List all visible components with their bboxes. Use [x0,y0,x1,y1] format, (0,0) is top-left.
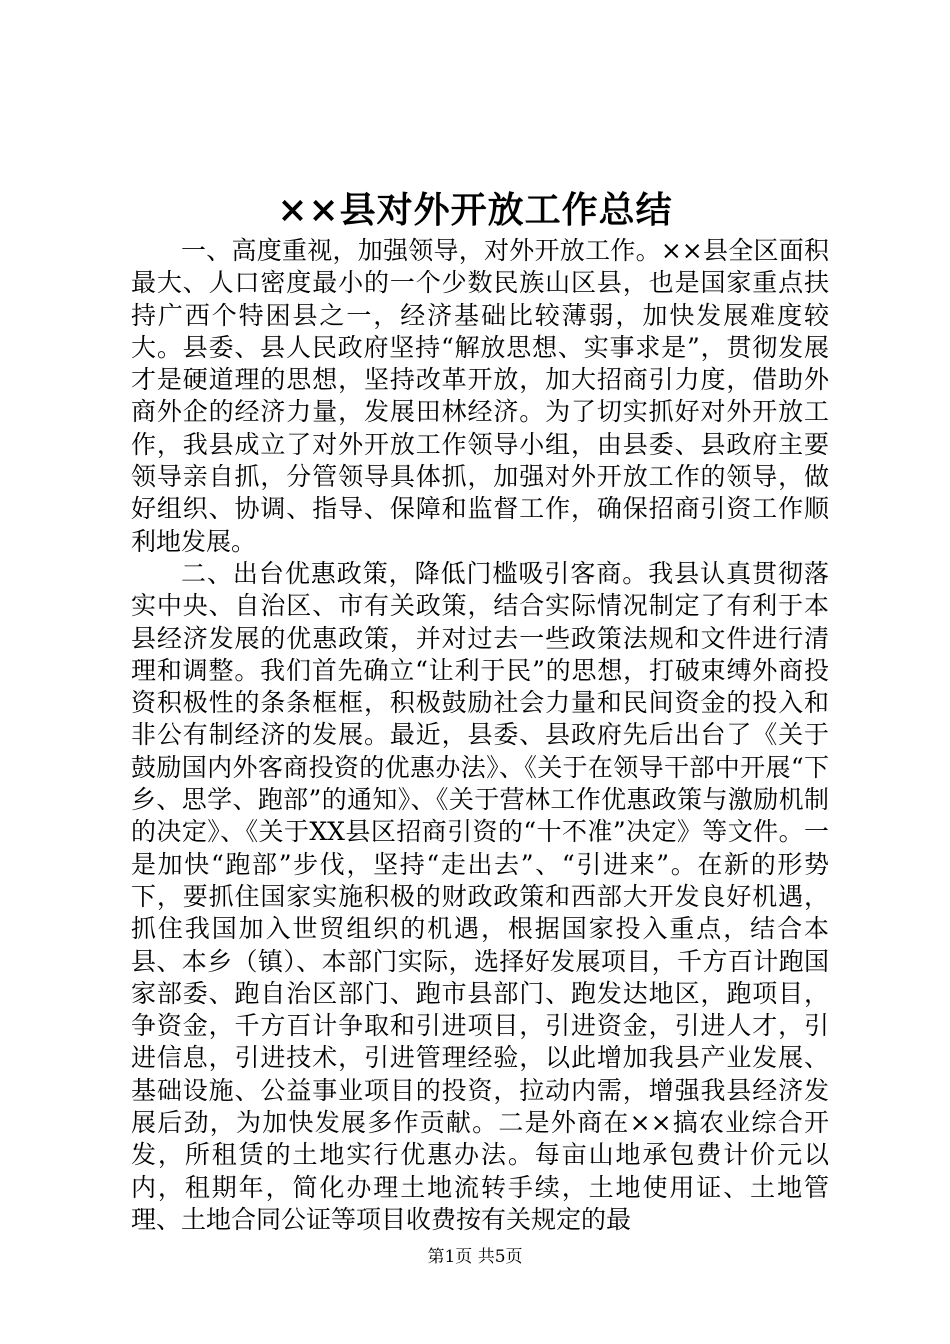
page-footer: 第1页 共5页 [427,1247,523,1267]
document-body [131,235,829,1236]
paragraph-2: 二、出台优惠政策，降低门槛吸引客商。我县认真贯彻落实中央、自治区、市有关政策，结合实际情况制定了有利于本县经济发展的优惠政策，并对过去一些政策法规和文件进行清理和调整。我们首先确立“让利于民”的思想，打破束缚外商投资积极性的条条框框，积极鼓励社会力量和民间资金的投入和非公有制经济的发展。最近，县委、县政府先后出台了《关于鼓励国内外客商投资的优惠办法》、《关于在领导干部中开展“下乡、思学、跑部”的通知》、《关于营林工作优惠政策与激励机制的决定》、《关于XX县区招商引资的“十不准”决定》等文件。一是加快“跑部”步伐，坚持“走出去”、“引进来”。在新的形势下，要抓住国家实施积极的财政政策和西部大开发良好机遇，抓住我国加入世贸组织的机遇，根据国家投入重点，结合本县、本乡（镇）、本部门实际，选择好发展项目，千方百计跑国家部委、跑自治区部门、跑市县部门、跑发达地区，跑项目，争资金，千方百计争取和引进项目，引进资金，引进人才，引进信息，引进技术，引进管理经验，以此增加我县产业发展、基础设施、公益事业项目的投资，拉动内需，增强我县经济发展后劲，为加快发展多作贡献。二是外商在××搞农业综合开发，所租赁的土地实行优惠办法。每亩山地承包费计价元以内，租期年，简化办理土地流转手续，土地使用证、土地管理、土地合同公证等项目收费按有关规定的最 [131,558,829,1234]
paragraph-1: 一、高度重视，加强领导，对外开放工作。××县全区面积最大、人口密度最小的一个少数民族山区县，也是国家重点扶持广西个特困县之一，经济基础比较薄弱，加快发展难度较大。县委、县人民政府坚持“解放思想、实事求是”，贯彻发展才是硬道理的思想，坚持改革开放，加大招商引力度，借助外商外企的经济力量，发展田林经济。为了切实抓好对外开放工作，我县成立了对外开放工作领导小组，由县委、县政府主要领导亲自抓，分管领导具体抓，加强对外开放工作的领导，做好组织、协调、指导、保障和监督工作，确保招商引资工作顺利地发展。 [131,236,829,556]
document-title: ××县对外开放工作总结 [277,189,673,231]
